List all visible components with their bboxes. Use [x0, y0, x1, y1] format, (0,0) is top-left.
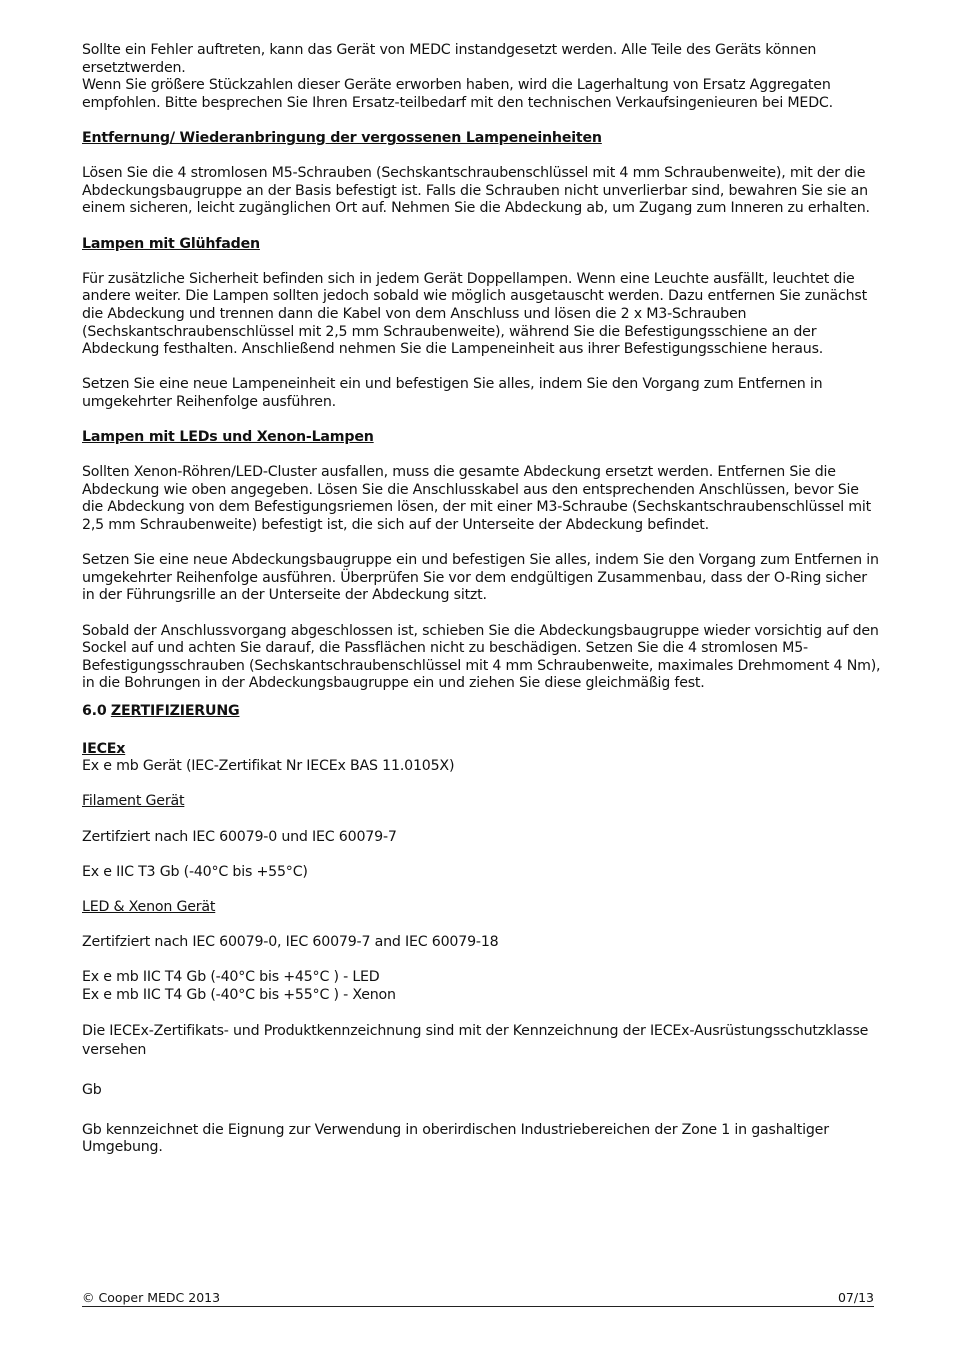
led-markings — [82, 969, 882, 1004]
filament-certification: Zertifziert nach IEC 60079-0 und IEC 60079-7 — [82, 828, 397, 845]
marking-text: Die IECEx-Zertifikats- und Produktkennzeichnung sind mit der Kennzeichnung der IECEx-Ausrüstungsschutzklasse versehen — [82, 1023, 869, 1059]
led-text-1: Sollten Xenon-Röhren/LED-Cluster ausfallen, muss die gesamte Abdeckung ersetzt werden. Entfernen Sie die Abdeckung wie oben angegeben. Lösen Sie die Anschlusskabel aus den entsprechenden Anschlüssen, bevor Sie die Abdeckung von dem Befestigungsriemen lösen, der mit einer M3-Schraube (Sechskantschraubenschlüssel mit 2,5 mm Schraubenweite) befestigt ist, die sich auf der Unterseite der Abdeckung befindet. — [82, 464, 872, 534]
gb-label: Gb — [82, 1082, 102, 1099]
led-device-subheading: LED & Xenon Gerät — [82, 898, 216, 915]
led-marking-1: Ex e mb IIC T4 Gb (-40°C bis +45°C ) - LED — [82, 969, 380, 986]
footer-copyright: © Cooper MEDC 2013 — [82, 1290, 221, 1305]
section-number: 6.0 — [82, 702, 107, 719]
iecex-certificate: Ex e mb Gerät (IEC-Zertifikat Nr IECEx BAS 11.0105X) — [82, 758, 455, 775]
page-footer — [82, 1290, 874, 1307]
led-text-3: Sobald der Anschlussvorgang abgeschlossen ist, schieben Sie die Abdeckungsbaugruppe wieder vorsichtig auf den Sockel auf und achten Sie darauf, die Passflächen nicht zu beschädigen. Setzen Sie die 4 stromlosen M5-Befestigungsschrauben (Sechskantschraubenschlüssel mit 4 mm Schraubenweite, maximales Drehmoment 4 Nm), in die Bohrungen in der Abdeckungsbaugruppe ein und ziehen Sie diese gleichmäßig fest. — [82, 622, 881, 692]
gb-text: Gb kennzeichnet die Eignung zur Verwendung in oberirdischen Industriebereichen der Zone 1 in gashaltiger Umgebung. — [82, 1121, 829, 1156]
document-body — [82, 42, 882, 1174]
removal-heading: Entfernung/ Wiederanbringung der vergossenen Lampeneinheiten — [82, 129, 602, 146]
led-heading: Lampen mit LEDs und Xenon-Lampen — [82, 429, 374, 446]
section-title: ZERTIFIZIERUNG — [110, 702, 240, 719]
filament-text-2: Setzen Sie eine neue Lampeneinheit ein und befestigen Sie alles, indem Sie den Vorgang zum Entfernen in umgekehrter Reihenfolge ausführen. — [82, 376, 823, 410]
iecex-block — [82, 741, 882, 776]
filament-marking: Ex e IIC T3 Gb (-40°C bis +55°C) — [82, 863, 308, 880]
removal-text: Lösen Sie die 4 stromlosen M5-Schrauben (Sechskantschraubenschlüssel mit 4 mm Schraubenweite), mit der die Abdeckungsbaugruppe an der Basis befestigt ist. Falls die Schrauben nicht unverlierbar sind, bewahren Sie sie an einem sicheren, leicht zugänglichen Ort auf. Nehmen Sie die Abdeckung ab, um Zugang zum Inneren zu erhalten. — [82, 165, 870, 217]
led-text-2: Setzen Sie eine neue Abdeckungsbaugruppe ein und befestigen Sie alles, indem Sie den Vorgang zum Entfernen in umgekehrter Reihenfolge ausführen. Überprüfen Sie vor dem endgültigen Zusammenbau, dass der O-Ring sicher in der Führungsrille an der Unterseite der Abdeckung sitzt. — [82, 552, 879, 604]
intro-paragraph — [82, 42, 882, 112]
intro-text-2: Wenn Sie größere Stückzahlen dieser Geräte erworben haben, wird die Lagerhaltung von Ersatz Aggregaten empfohlen. Bitte besprechen Sie Ihren Ersatz-teilbedarf mit den technischen Verkaufsingenieuren bei MEDC. — [82, 77, 833, 111]
led-marking-2: Ex e mb IIC T4 Gb (-40°C bis +55°C ) - Xenon — [82, 986, 396, 1003]
filament-device-subheading: Filament Gerät — [82, 793, 185, 810]
filament-heading: Lampen mit Glühfaden — [82, 235, 260, 252]
iecex-heading: IECEx — [82, 740, 126, 757]
filament-text-1: Für zusätzliche Sicherheit befinden sich in jedem Gerät Doppellampen. Wenn eine Leuchte ausfällt, leuchtet die andere weiter. Die Lampen sollten jedoch sobald wie möglich ausgetauscht werden. Dazu entfernen Sie zunächst die Abdeckung und trennen dann die Kabel von dem Anschluss und lösen die 2 x M3-Schrauben (Sechskantschraubenschlüssel mit 2,5 mm Schraubenweite), während Sie die Befestigungsschiene an der Abdeckung festhalten. Anschließend nehmen Sie die Lampeneinheit aus ihrer Befestigungsschiene heraus. — [82, 270, 867, 358]
certification-heading — [82, 703, 882, 721]
footer-date: 07/13 — [837, 1290, 874, 1305]
intro-text-1: Sollte ein Fehler auftreten, kann das Gerät von MEDC instandgesetzt werden. Alle Teile des Geräts können ersetztwerden. — [82, 42, 817, 76]
led-certification: Zertifziert nach IEC 60079-0, IEC 60079-7 and IEC 60079-18 — [82, 934, 499, 951]
